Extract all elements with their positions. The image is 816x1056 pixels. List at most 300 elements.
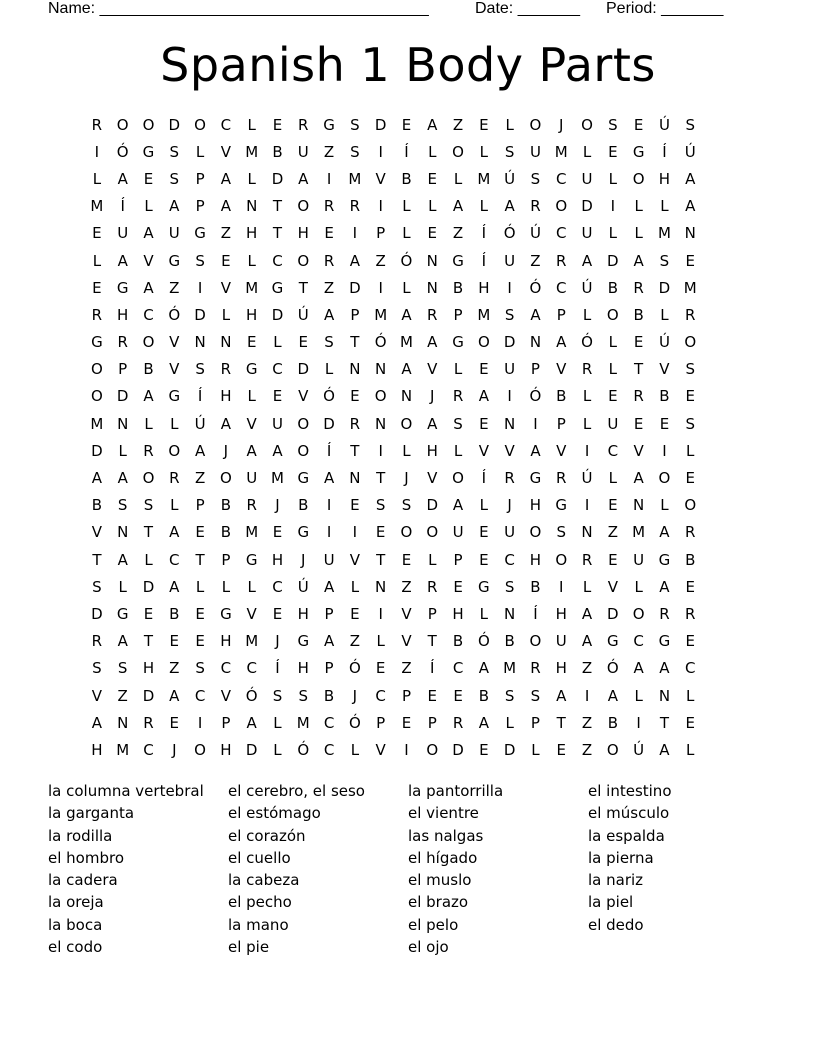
grid-letter: I — [507, 278, 512, 297]
grid-letter: B — [659, 387, 670, 406]
grid-letter: P — [118, 360, 128, 379]
grid-letter: O — [426, 523, 439, 542]
grid-letter: A — [659, 740, 670, 759]
grid-letter: E — [350, 387, 360, 406]
grid-letter: B — [452, 278, 464, 297]
grid-letter: V — [143, 251, 154, 270]
grid-letter: D — [91, 441, 103, 460]
grid-letter: E — [272, 604, 283, 623]
grid-letter: N — [400, 387, 413, 406]
grid-letter: S — [504, 142, 515, 161]
grid-letter: A — [427, 115, 438, 134]
grid-letter: R — [246, 496, 257, 515]
grid-letter: N — [426, 278, 438, 297]
grid-letter: C — [556, 224, 567, 243]
grid-letter: D — [142, 577, 155, 596]
grid-letter: D — [194, 305, 206, 324]
grid-letter: R — [685, 604, 696, 623]
grid-letter: Ó — [606, 659, 619, 678]
grid-letter: Ó — [168, 305, 181, 324]
grid-letter: B — [633, 305, 644, 324]
grid-letter: O — [194, 740, 206, 759]
grid-letter: A — [685, 169, 696, 188]
grid-letter: J — [301, 550, 306, 569]
grid-letter: M — [245, 278, 259, 297]
grid-letter: Í — [275, 659, 280, 678]
grid-letter: S — [530, 686, 541, 705]
grid-letter: S — [92, 577, 102, 596]
grid-row — [84, 546, 736, 573]
grid-letter: A — [659, 523, 670, 542]
grid-letter: V — [220, 278, 232, 297]
grid-letter: O — [142, 115, 155, 134]
grid-letter: T — [376, 550, 386, 569]
grid-letter: A — [427, 333, 438, 352]
grid-letter: N — [426, 251, 438, 270]
grid-letter: E — [401, 115, 412, 134]
grid-letter: O — [90, 360, 103, 379]
grid-letter: E — [453, 686, 463, 705]
grid-letter: L — [144, 197, 153, 216]
grid-letter: S — [401, 496, 412, 515]
grid-letter: N — [117, 713, 129, 732]
grid-letter: E — [324, 224, 334, 243]
grid-letter: O — [606, 305, 619, 324]
grid-letter: L — [118, 441, 127, 460]
word-list-item: el cuello — [228, 848, 291, 867]
grid-row — [84, 709, 736, 736]
grid-letter: J — [404, 469, 409, 488]
word-list — [48, 780, 768, 960]
grid-letter: L — [402, 441, 411, 460]
grid-letter: A — [220, 197, 232, 216]
grid-letter: A — [220, 169, 232, 188]
grid-letter: R — [452, 387, 464, 406]
grid-letter: P — [376, 713, 386, 732]
grid-letter: Ó — [245, 686, 258, 705]
word-list-item: la columna vertebral — [48, 782, 204, 800]
grid-letter: B — [272, 142, 283, 161]
grid-letter: Í — [533, 604, 538, 623]
grid-letter: I — [584, 496, 590, 515]
grid-letter: V — [349, 550, 360, 569]
grid-row — [84, 356, 736, 383]
word-list-item: el dedo — [588, 915, 644, 934]
grid-letter: G — [555, 496, 568, 515]
grid-row — [84, 628, 736, 655]
grid-letter: A — [607, 686, 618, 705]
grid-letter: D — [271, 305, 284, 324]
grid-letter: R — [298, 115, 309, 134]
grid-letter: O — [452, 469, 464, 488]
grid-letter: A — [401, 360, 412, 379]
grid-row — [84, 193, 736, 220]
grid-letter: B — [220, 523, 232, 542]
grid-letter: S — [143, 496, 154, 515]
grid-row — [84, 437, 736, 464]
grid-letter: C — [220, 659, 232, 678]
grid-letter: Ó — [116, 142, 129, 161]
grid-letter: O — [555, 550, 568, 569]
grid-letter: O — [632, 169, 645, 188]
grid-letter: Ú — [581, 469, 593, 488]
grid-letter: V — [633, 441, 644, 460]
grid-letter: L — [247, 387, 256, 406]
grid-letter: C — [323, 740, 335, 759]
grid-letter: S — [350, 142, 360, 161]
grid-letter: T — [92, 550, 102, 569]
grid-letter: L — [170, 414, 179, 433]
grid-letter: O — [555, 197, 568, 216]
grid-letter: P — [427, 713, 437, 732]
grid-letter: G — [529, 469, 542, 488]
grid-letter: L — [350, 577, 360, 596]
grid-letter: E — [608, 142, 618, 161]
grid-letter: E — [375, 659, 386, 678]
grid-letter: S — [195, 360, 205, 379]
word-list-item: la nariz — [588, 871, 644, 890]
grid-letter: D — [607, 604, 619, 623]
grid-letter: I — [533, 414, 538, 433]
grid-letter: N — [349, 360, 361, 379]
grid-letter: E — [685, 632, 695, 651]
grid-letter: S — [169, 142, 180, 161]
grid-letter: E — [298, 333, 309, 352]
word-list-item: el ojo — [408, 938, 449, 957]
grid-letter: U — [504, 251, 516, 270]
word-list-item: la cabeza — [228, 871, 300, 890]
grid-letter: E — [272, 387, 283, 406]
grid-letter: U — [452, 523, 464, 542]
grid-letter: P — [427, 604, 437, 623]
grid-letter: G — [297, 523, 310, 542]
word-list-item: el codo — [48, 938, 103, 957]
grid-letter: Ú — [658, 115, 670, 134]
grid-letter: N — [349, 469, 361, 488]
grid-letter: L — [582, 387, 592, 406]
grid-letter: Ó — [477, 632, 490, 651]
grid-letter: E — [195, 604, 205, 623]
grid-letter: T — [350, 441, 360, 460]
grid-letter: R — [143, 713, 154, 732]
grid-letter: B — [169, 604, 180, 623]
grid-letter: V — [427, 469, 438, 488]
grid-letter: C — [246, 659, 257, 678]
grid-letter: H — [529, 496, 542, 515]
grid-letter: S — [117, 496, 128, 515]
grid-letter: J — [559, 115, 564, 134]
grid-letter: M — [632, 523, 646, 542]
grid-letter: Z — [401, 577, 412, 596]
word-list-item: el muslo — [408, 871, 472, 890]
grid-letter: V — [504, 441, 515, 460]
grid-letter: Ó — [400, 251, 413, 270]
grid-letter: G — [142, 142, 155, 161]
grid-letter: P — [195, 197, 205, 216]
grid-letter: S — [272, 686, 283, 705]
word-list-item: el pecho — [228, 893, 292, 912]
grid-letter: S — [556, 523, 566, 542]
grid-letter: Z — [401, 659, 412, 678]
grid-letter: Ó — [348, 659, 361, 678]
grid-letter: L — [660, 305, 669, 324]
grid-letter: E — [479, 414, 489, 433]
grid-letter: Z — [581, 659, 593, 678]
grid-letter: H — [246, 224, 258, 243]
grid-letter: S — [504, 305, 515, 324]
grid-letter: C — [323, 713, 335, 732]
grid-letter: J — [275, 496, 280, 515]
grid-letter: O — [297, 251, 310, 270]
grid-letter: R — [659, 604, 670, 623]
grid-letter: E — [608, 550, 618, 569]
grid-letter: R — [530, 197, 541, 216]
grid-letter: R — [91, 115, 103, 134]
grid-letter: P — [350, 305, 360, 324]
grid-letter: L — [634, 197, 643, 216]
grid-letter: G — [658, 632, 671, 651]
grid-row — [84, 573, 736, 600]
grid-letter: Z — [349, 632, 360, 651]
grid-letter: O — [658, 469, 671, 488]
grid-letter: G — [245, 360, 258, 379]
grid-letter: O — [194, 115, 206, 134]
grid-letter: R — [323, 197, 335, 216]
grid-letter: V — [478, 441, 489, 460]
date-field: Date: _______ — [475, 0, 580, 17]
grid-letter: C — [220, 115, 232, 134]
word-column — [48, 780, 204, 958]
grid-letter: L — [453, 441, 463, 460]
grid-row — [84, 111, 736, 138]
grid-letter: H — [478, 278, 490, 297]
grid-letter: R — [91, 305, 103, 324]
grid-letter: V — [401, 604, 412, 623]
grid-letter: L — [221, 577, 231, 596]
grid-letter: Z — [375, 251, 386, 270]
grid-letter: A — [117, 550, 128, 569]
grid-letter: Ú — [658, 333, 670, 352]
grid-letter: S — [117, 659, 128, 678]
grid-letter: L — [479, 604, 489, 623]
grid-letter: M — [271, 469, 284, 488]
grid-letter: A — [143, 387, 154, 406]
word-list-item: la garganta — [48, 804, 135, 823]
grid-letter: E — [479, 550, 489, 569]
grid-letter: A — [581, 251, 593, 270]
grid-letter: M — [477, 305, 491, 324]
grid-letter: S — [685, 360, 695, 379]
grid-letter: A — [349, 251, 360, 270]
grid-letter: O — [116, 115, 129, 134]
grid-letter: O — [297, 414, 310, 433]
grid-letter: A — [272, 441, 283, 460]
grid-letter: V — [556, 360, 567, 379]
grid-letter: M — [348, 169, 362, 188]
grid-row — [84, 301, 736, 328]
grid-letter: C — [684, 659, 696, 678]
grid-letter: L — [479, 142, 489, 161]
grid-letter: D — [426, 496, 439, 515]
grid-letter: R — [220, 360, 232, 379]
grid-letter: A — [452, 496, 464, 515]
grid-letter: L — [608, 333, 618, 352]
grid-letter: P — [195, 496, 205, 515]
grid-letter: E — [685, 469, 695, 488]
grid-letter: G — [116, 278, 129, 297]
grid-letter: O — [452, 142, 464, 161]
grid-letter: Í — [326, 441, 332, 460]
grid-letter: L — [402, 278, 411, 297]
grid-letter: M — [90, 197, 104, 216]
grid-letter: S — [530, 169, 541, 188]
grid-letter: A — [633, 469, 644, 488]
grid-letter: G — [271, 278, 284, 297]
grid-letter: R — [427, 305, 438, 324]
grid-letter: A — [143, 224, 154, 243]
grid-letter: C — [143, 305, 154, 324]
grid-letter: E — [608, 387, 618, 406]
grid-letter: Í — [662, 142, 667, 161]
grid-letter: Í — [404, 142, 409, 161]
grid-letter: Ó — [323, 387, 335, 406]
grid-letter: O — [529, 115, 542, 134]
grid-row — [84, 410, 736, 437]
grid-letter: E — [479, 523, 489, 542]
grid-letter: E — [169, 713, 180, 732]
grid-letter: L — [247, 251, 256, 270]
grid-letter: E — [608, 496, 618, 515]
grid-letter: Ó — [503, 224, 516, 243]
grid-letter: Í — [481, 224, 487, 243]
grid-letter: D — [581, 197, 593, 216]
grid-letter: G — [452, 333, 464, 352]
grid-letter: C — [143, 740, 154, 759]
grid-letter: A — [556, 333, 567, 352]
grid-letter: L — [221, 305, 231, 324]
grid-letter: R — [349, 414, 361, 433]
grid-letter: A — [323, 305, 335, 324]
grid-letter: S — [375, 496, 386, 515]
grid-letter: E — [685, 577, 695, 596]
grid-letter: I — [197, 278, 203, 297]
grid-letter: C — [504, 550, 515, 569]
grid-letter: V — [375, 169, 386, 188]
grid-row — [84, 383, 736, 410]
grid-letter: L — [608, 469, 618, 488]
grid-letter: S — [453, 414, 463, 433]
grid-letter: L — [170, 496, 179, 515]
grid-letter: R — [685, 523, 696, 542]
grid-letter: E — [401, 550, 412, 569]
grid-letter: R — [685, 305, 696, 324]
grid-letter: Z — [607, 523, 618, 542]
grid-letter: G — [297, 632, 310, 651]
grid-letter: A — [194, 441, 206, 460]
grid-letter: M — [245, 523, 259, 542]
grid-letter: V — [169, 333, 180, 352]
grid-letter: N — [117, 414, 129, 433]
grid-letter: S — [169, 169, 180, 188]
grid-letter: Í — [120, 197, 125, 216]
grid-letter: B — [607, 278, 618, 297]
grid-letter: S — [92, 659, 102, 678]
grid-letter: I — [559, 577, 564, 596]
grid-letter: R — [633, 387, 644, 406]
grid-letter: S — [659, 251, 670, 270]
word-list-item: la cadera — [48, 871, 118, 890]
grid-letter: N — [633, 496, 645, 515]
grid-letter: L — [505, 115, 514, 134]
name-field: Name: _____________________________________ — [48, 0, 429, 17]
grid-letter: J — [507, 496, 512, 515]
grid-letter: C — [272, 251, 283, 270]
grid-row — [84, 220, 736, 247]
grid-letter: D — [503, 333, 516, 352]
grid-letter: C — [194, 686, 206, 705]
grid-letter: O — [297, 441, 310, 460]
grid-letter: Í — [197, 387, 203, 406]
grid-row — [84, 329, 736, 356]
grid-letter: L — [582, 577, 592, 596]
grid-letter: G — [168, 387, 181, 406]
grid-letter: S — [608, 115, 618, 134]
grid-letter: L — [195, 142, 205, 161]
grid-letter: M — [116, 740, 130, 759]
grid-letter: R — [581, 360, 593, 379]
grid-letter: Ó — [529, 278, 542, 297]
grid-letter: N — [504, 414, 516, 433]
grid-letter: E — [479, 360, 489, 379]
grid-letter: H — [91, 740, 103, 759]
grid-letter: E — [556, 740, 566, 759]
grid-letter: I — [378, 278, 383, 297]
grid-letter: A — [478, 387, 489, 406]
grid-letter: B — [478, 686, 489, 705]
word-list-item: el brazo — [408, 893, 469, 912]
grid-letter: L — [686, 740, 695, 759]
grid-row — [84, 519, 736, 546]
grid-letter: P — [324, 659, 334, 678]
grid-letter: O — [529, 523, 542, 542]
grid-letter: G — [452, 251, 464, 270]
grid-letter: B — [685, 550, 696, 569]
grid-letter: L — [92, 251, 102, 270]
grid-letter: R — [530, 659, 541, 678]
grid-letter: B — [298, 496, 309, 515]
grid-letter: G — [91, 333, 103, 352]
grid-letter: E — [195, 632, 205, 651]
grid-letter: P — [453, 305, 463, 324]
grid-letter: T — [143, 523, 154, 542]
grid-letter: J — [275, 632, 280, 651]
grid-letter: L — [144, 414, 153, 433]
grid-letter: U — [555, 632, 567, 651]
grid-letter: A — [117, 469, 128, 488]
grid-letter: R — [349, 197, 361, 216]
grid-letter: R — [504, 469, 515, 488]
grid-letter: D — [349, 278, 361, 297]
grid-letter: I — [378, 142, 383, 161]
grid-letter: H — [246, 305, 258, 324]
grid-letter: B — [530, 577, 541, 596]
grid-letter: C — [169, 550, 180, 569]
word-list-item: la mano — [228, 915, 289, 934]
grid-letter: R — [556, 469, 567, 488]
grid-letter: O — [400, 523, 413, 542]
grid-letter: O — [142, 469, 155, 488]
grid-letter: S — [504, 577, 515, 596]
